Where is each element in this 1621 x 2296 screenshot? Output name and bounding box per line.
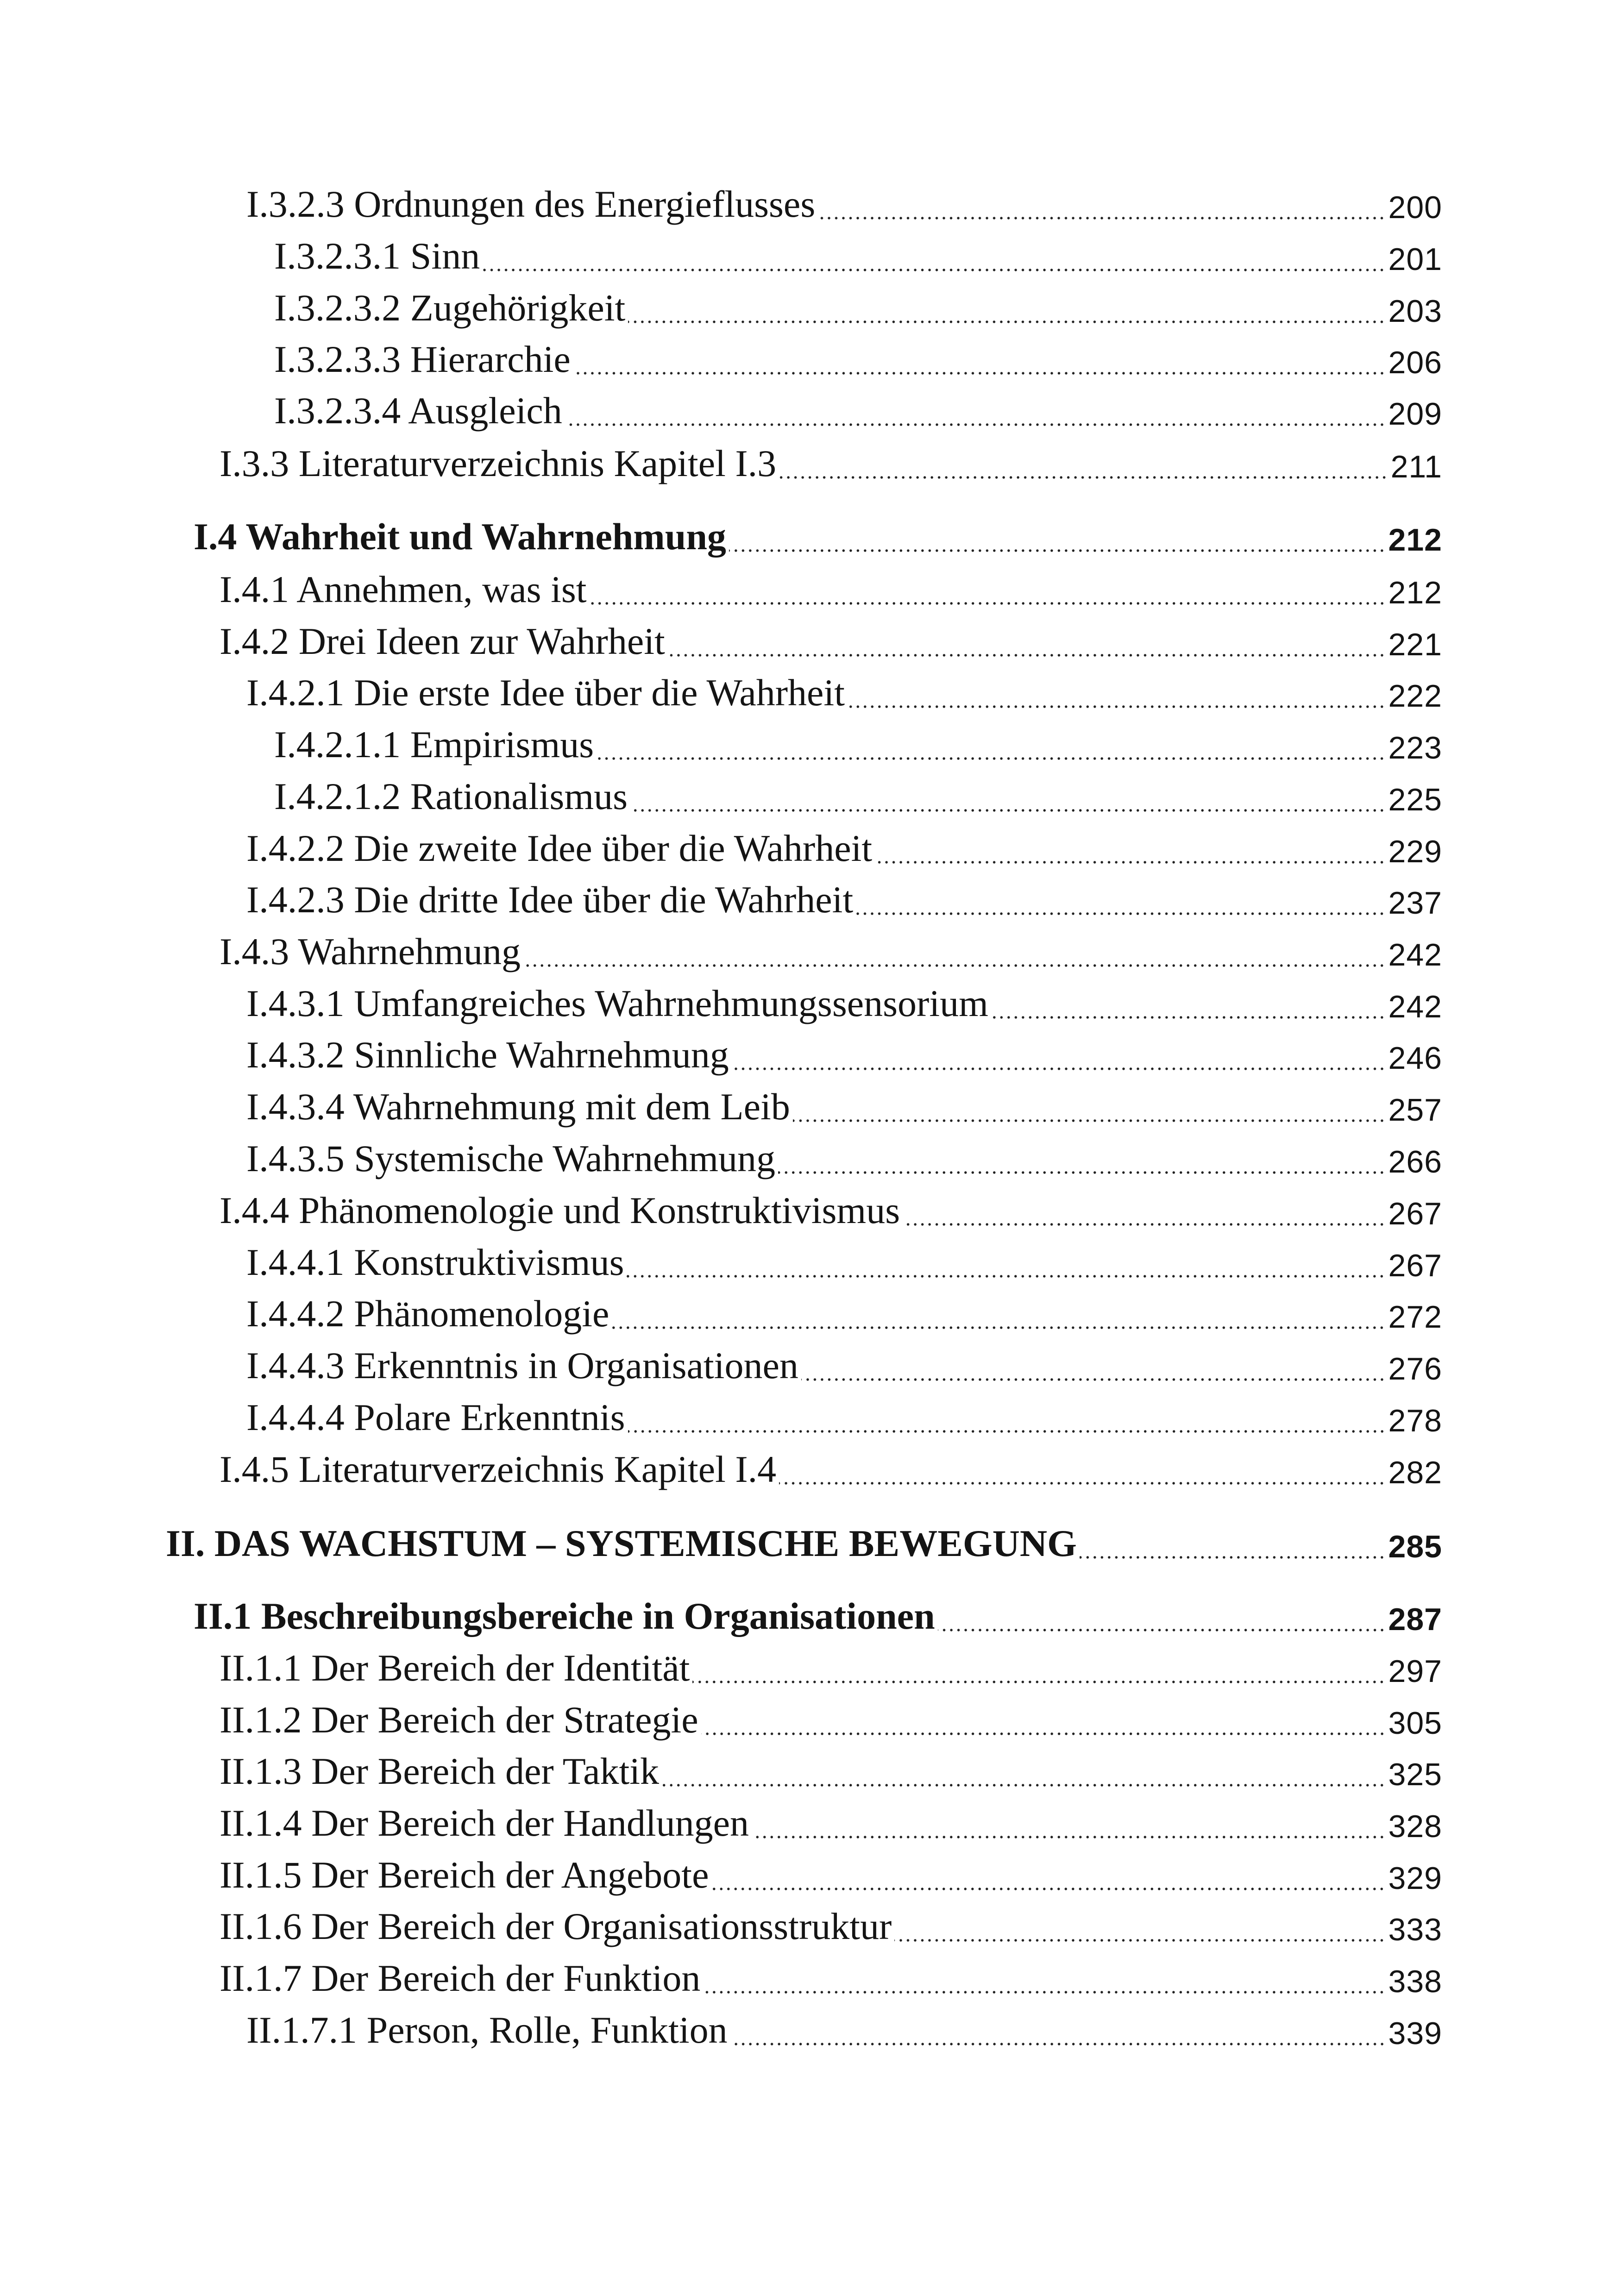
- toc-entry-page-number: 242: [1388, 937, 1442, 972]
- toc-entry-page-number: 206: [1388, 345, 1442, 380]
- toc-entry-title: I.4.2.1.1 Empirismus: [274, 723, 594, 765]
- toc-entry-title: II.1.2 Der Bereich der Strategie: [220, 1699, 698, 1741]
- toc-entry[interactable]: [274, 764, 1442, 816]
- dot-leader: [523, 931, 1385, 969]
- toc-entry-title: I.4.2.1.2 Rationalismus: [274, 775, 628, 817]
- toc-entry-page-number: 222: [1388, 678, 1442, 714]
- toc-entry-page-number: 209: [1388, 396, 1442, 432]
- toc-entry-page-number: 325: [1388, 1757, 1442, 1792]
- toc-entry-page-number: 333: [1388, 1912, 1442, 1947]
- toc-entry[interactable]: [220, 557, 1442, 609]
- dot-leader: [630, 776, 1386, 814]
- toc-entry-title: II. DAS WACHSTUM – SYSTEMISCHE BEWEGUNG: [166, 1522, 1077, 1564]
- toc-entry[interactable]: [166, 1511, 1442, 1562]
- toc-entry-title: II.1.7 Der Bereich der Funktion: [220, 1957, 701, 1999]
- toc-entry-title: I.4.5 Literaturverzeichnis Kapitel I.4: [220, 1448, 777, 1490]
- toc-entry-page-number: 212: [1388, 522, 1442, 558]
- toc-entry[interactable]: [246, 867, 1442, 919]
- toc-entry-page-number: 201: [1388, 242, 1442, 277]
- dot-leader: [597, 724, 1385, 762]
- toc-entry-title: I.3.2.3.3 Hierarchie: [274, 338, 571, 380]
- toc-entry-page-number: 272: [1388, 1299, 1442, 1335]
- dot-leader: [628, 1397, 1386, 1435]
- toc-entry[interactable]: [246, 971, 1442, 1023]
- toc-entry-title: I.4.1 Annehmen, was ist: [220, 568, 587, 610]
- toc-entry-page-number: 305: [1388, 1706, 1442, 1741]
- toc-entry-title: I.4.4 Phänomenologie und Konstruktivismus: [220, 1189, 900, 1231]
- toc-entry-title: I.4.3.4 Wahrnehmung mit dem Leib: [246, 1085, 790, 1128]
- dot-leader: [732, 1034, 1386, 1072]
- dot-leader: [703, 1957, 1385, 1995]
- dot-leader: [573, 339, 1386, 376]
- toc-entry[interactable]: [220, 1945, 1442, 1997]
- toc-entry[interactable]: [220, 1738, 1442, 1790]
- toc-entry-title: I.3.2.3.4 Ausgleich: [274, 389, 562, 432]
- toc-entry[interactable]: [220, 1178, 1442, 1230]
- toc-entry[interactable]: [246, 1230, 1442, 1281]
- toc-entry-title: II.1.7.1 Person, Rolle, Funktion: [246, 2009, 728, 2051]
- toc-entry-page-number: 287: [1388, 1602, 1442, 1637]
- toc-entry-title: I.3.2.3.2 Zugehörigkeit: [274, 287, 626, 329]
- toc-entry-page-number: 276: [1388, 1351, 1442, 1386]
- toc-entry[interactable]: [220, 609, 1442, 660]
- toc-entry[interactable]: [246, 816, 1442, 867]
- toc-entry[interactable]: [274, 326, 1442, 378]
- toc-entry[interactable]: [220, 431, 1442, 483]
- dot-leader: [779, 1449, 1385, 1487]
- toc-entry[interactable]: [246, 1074, 1442, 1126]
- dot-leader: [938, 1595, 1386, 1633]
- dot-leader: [668, 621, 1386, 659]
- dot-leader: [590, 569, 1386, 607]
- dot-leader: [612, 1293, 1385, 1331]
- toc-entry[interactable]: [246, 1281, 1442, 1333]
- toc-entry-page-number: 282: [1388, 1455, 1442, 1490]
- dot-leader: [991, 983, 1386, 1021]
- toc-entry-page-number: 278: [1388, 1403, 1442, 1438]
- dot-leader: [778, 1138, 1386, 1176]
- toc-entry[interactable]: [220, 1437, 1442, 1488]
- toc-entry-page-number: 285: [1388, 1529, 1442, 1564]
- toc-entry-title: I.4.3.5 Systemische Wahrnehmung: [246, 1137, 775, 1179]
- dot-leader: [894, 1906, 1385, 1944]
- toc-entry-title: I.4.3 Wahrnehmung: [220, 930, 521, 972]
- toc-entry-title: I.4.4.1 Konstruktivismus: [246, 1241, 624, 1283]
- toc-entry[interactable]: [220, 919, 1442, 971]
- toc-entry[interactable]: [220, 1635, 1442, 1687]
- toc-entry-title: I.4.2.2 Die zweite Idee über die Wahrheit: [246, 827, 873, 869]
- toc-entry-page-number: 338: [1388, 1964, 1442, 1999]
- toc-entry-page-number: 229: [1388, 834, 1442, 869]
- dot-leader: [793, 1086, 1386, 1124]
- toc-entry[interactable]: [246, 171, 1442, 223]
- dot-leader: [628, 287, 1385, 325]
- toc-entry-page-number: 267: [1388, 1248, 1442, 1283]
- dot-leader: [729, 516, 1386, 554]
- dot-leader: [565, 390, 1386, 428]
- toc-entry-page-number: 266: [1388, 1144, 1442, 1179]
- toc-entry[interactable]: [246, 1997, 1442, 2049]
- toc-entry-title: I.3.3 Literaturverzeichnis Kapitel I.3: [220, 442, 777, 484]
- toc-entry-title: I.3.2.3.1 Sinn: [274, 235, 480, 277]
- dot-leader: [711, 1854, 1385, 1892]
- toc-entry-title: I.4.2 Drei Ideen zur Wahrheit: [220, 620, 665, 662]
- toc-entry[interactable]: [246, 660, 1442, 712]
- toc-entry[interactable]: [274, 275, 1442, 327]
- toc-entry-page-number: 225: [1388, 782, 1442, 817]
- toc-entry-title: I.4.4.3 Erkenntnis in Organisationen: [246, 1344, 798, 1386]
- toc-entry-title: II.1.4 Der Bereich der Handlungen: [220, 1802, 749, 1844]
- toc-entry-page-number: 267: [1388, 1196, 1442, 1231]
- toc-entry[interactable]: [246, 1126, 1442, 1178]
- toc-entry-title: I.4.2.3 Die dritte Idee über die Wahrheit: [246, 878, 854, 921]
- toc-entry-page-number: 339: [1388, 2016, 1442, 2051]
- toc-entry-page-number: 257: [1388, 1092, 1442, 1128]
- dot-leader: [662, 1750, 1385, 1788]
- toc-entry-page-number: 329: [1388, 1861, 1442, 1896]
- dot-leader: [801, 1345, 1386, 1383]
- dot-leader: [856, 879, 1385, 917]
- toc-entry[interactable]: [220, 1790, 1442, 1842]
- toc-entry-page-number: 200: [1388, 190, 1442, 225]
- toc-entry-title: I.4.3.1 Umfangreiches Wahrnehmungssensorium: [246, 982, 988, 1024]
- toc-entry-title: II.1 Beschreibungsbereiche in Organisationen: [194, 1595, 935, 1637]
- dot-leader: [627, 1242, 1385, 1280]
- toc-entry-title: I.4.3.2 Sinnliche Wahrnehmung: [246, 1034, 729, 1076]
- toc-entry-title: I.4.4.2 Phänomenologie: [246, 1292, 609, 1335]
- toc-entry-page-number: 203: [1388, 294, 1442, 329]
- toc-entry-title: II.1.1 Der Bereich der Identität: [220, 1647, 690, 1689]
- toc-entry-page-number: 297: [1388, 1654, 1442, 1689]
- toc-entry-page-number: 211: [1390, 449, 1442, 484]
- toc-entry[interactable]: [220, 1687, 1442, 1739]
- toc-entry[interactable]: [246, 1022, 1442, 1074]
- toc-entry[interactable]: [194, 1583, 1442, 1635]
- toc-entry[interactable]: [220, 1842, 1442, 1894]
- dot-leader: [903, 1190, 1385, 1228]
- dot-leader: [701, 1699, 1386, 1737]
- dot-leader: [875, 828, 1385, 866]
- toc-entry-page-number: 221: [1388, 627, 1442, 662]
- dot-leader: [818, 183, 1385, 221]
- toc-entry[interactable]: [274, 712, 1442, 764]
- dot-leader: [730, 2009, 1386, 2047]
- toc-entry-page-number: 212: [1388, 575, 1442, 610]
- toc-entry-title: II.1.3 Der Bereich der Taktik: [220, 1750, 660, 1792]
- toc-entry-page-number: 237: [1388, 885, 1442, 921]
- toc-entry[interactable]: [274, 378, 1442, 430]
- dot-leader: [692, 1647, 1385, 1685]
- toc-entry[interactable]: [246, 1333, 1442, 1385]
- dot-leader: [848, 672, 1386, 710]
- toc-entry-page-number: 242: [1388, 989, 1442, 1024]
- dot-leader: [1080, 1523, 1386, 1561]
- toc-entry[interactable]: [246, 1385, 1442, 1437]
- toc-entry-title: I.4.2.1 Die erste Idee über die Wahrheit: [246, 671, 845, 714]
- toc-entry[interactable]: [220, 1894, 1442, 1945]
- dot-leader: [779, 443, 1388, 481]
- toc-entry-title: I.4 Wahrheit und Wahrnehmung: [194, 515, 726, 558]
- toc-entry-title: I.3.2.3 Ordnungen des Energieflusses: [246, 183, 816, 225]
- toc-entry[interactable]: [274, 223, 1442, 275]
- toc-entry-title: II.1.6 Der Bereich der Organisationsstruktur: [220, 1905, 892, 1947]
- toc-entry-title: I.4.4.4 Polare Erkenntnis: [246, 1396, 625, 1438]
- toc-entry-page-number: 246: [1388, 1041, 1442, 1076]
- toc-entry[interactable]: [194, 504, 1442, 556]
- toc-entry-title: II.1.5 Der Bereich der Angebote: [220, 1854, 709, 1896]
- toc-entry-page-number: 223: [1388, 730, 1442, 765]
- dot-leader: [752, 1802, 1386, 1840]
- toc-entry-page-number: 328: [1388, 1809, 1442, 1844]
- dot-leader: [483, 235, 1385, 273]
